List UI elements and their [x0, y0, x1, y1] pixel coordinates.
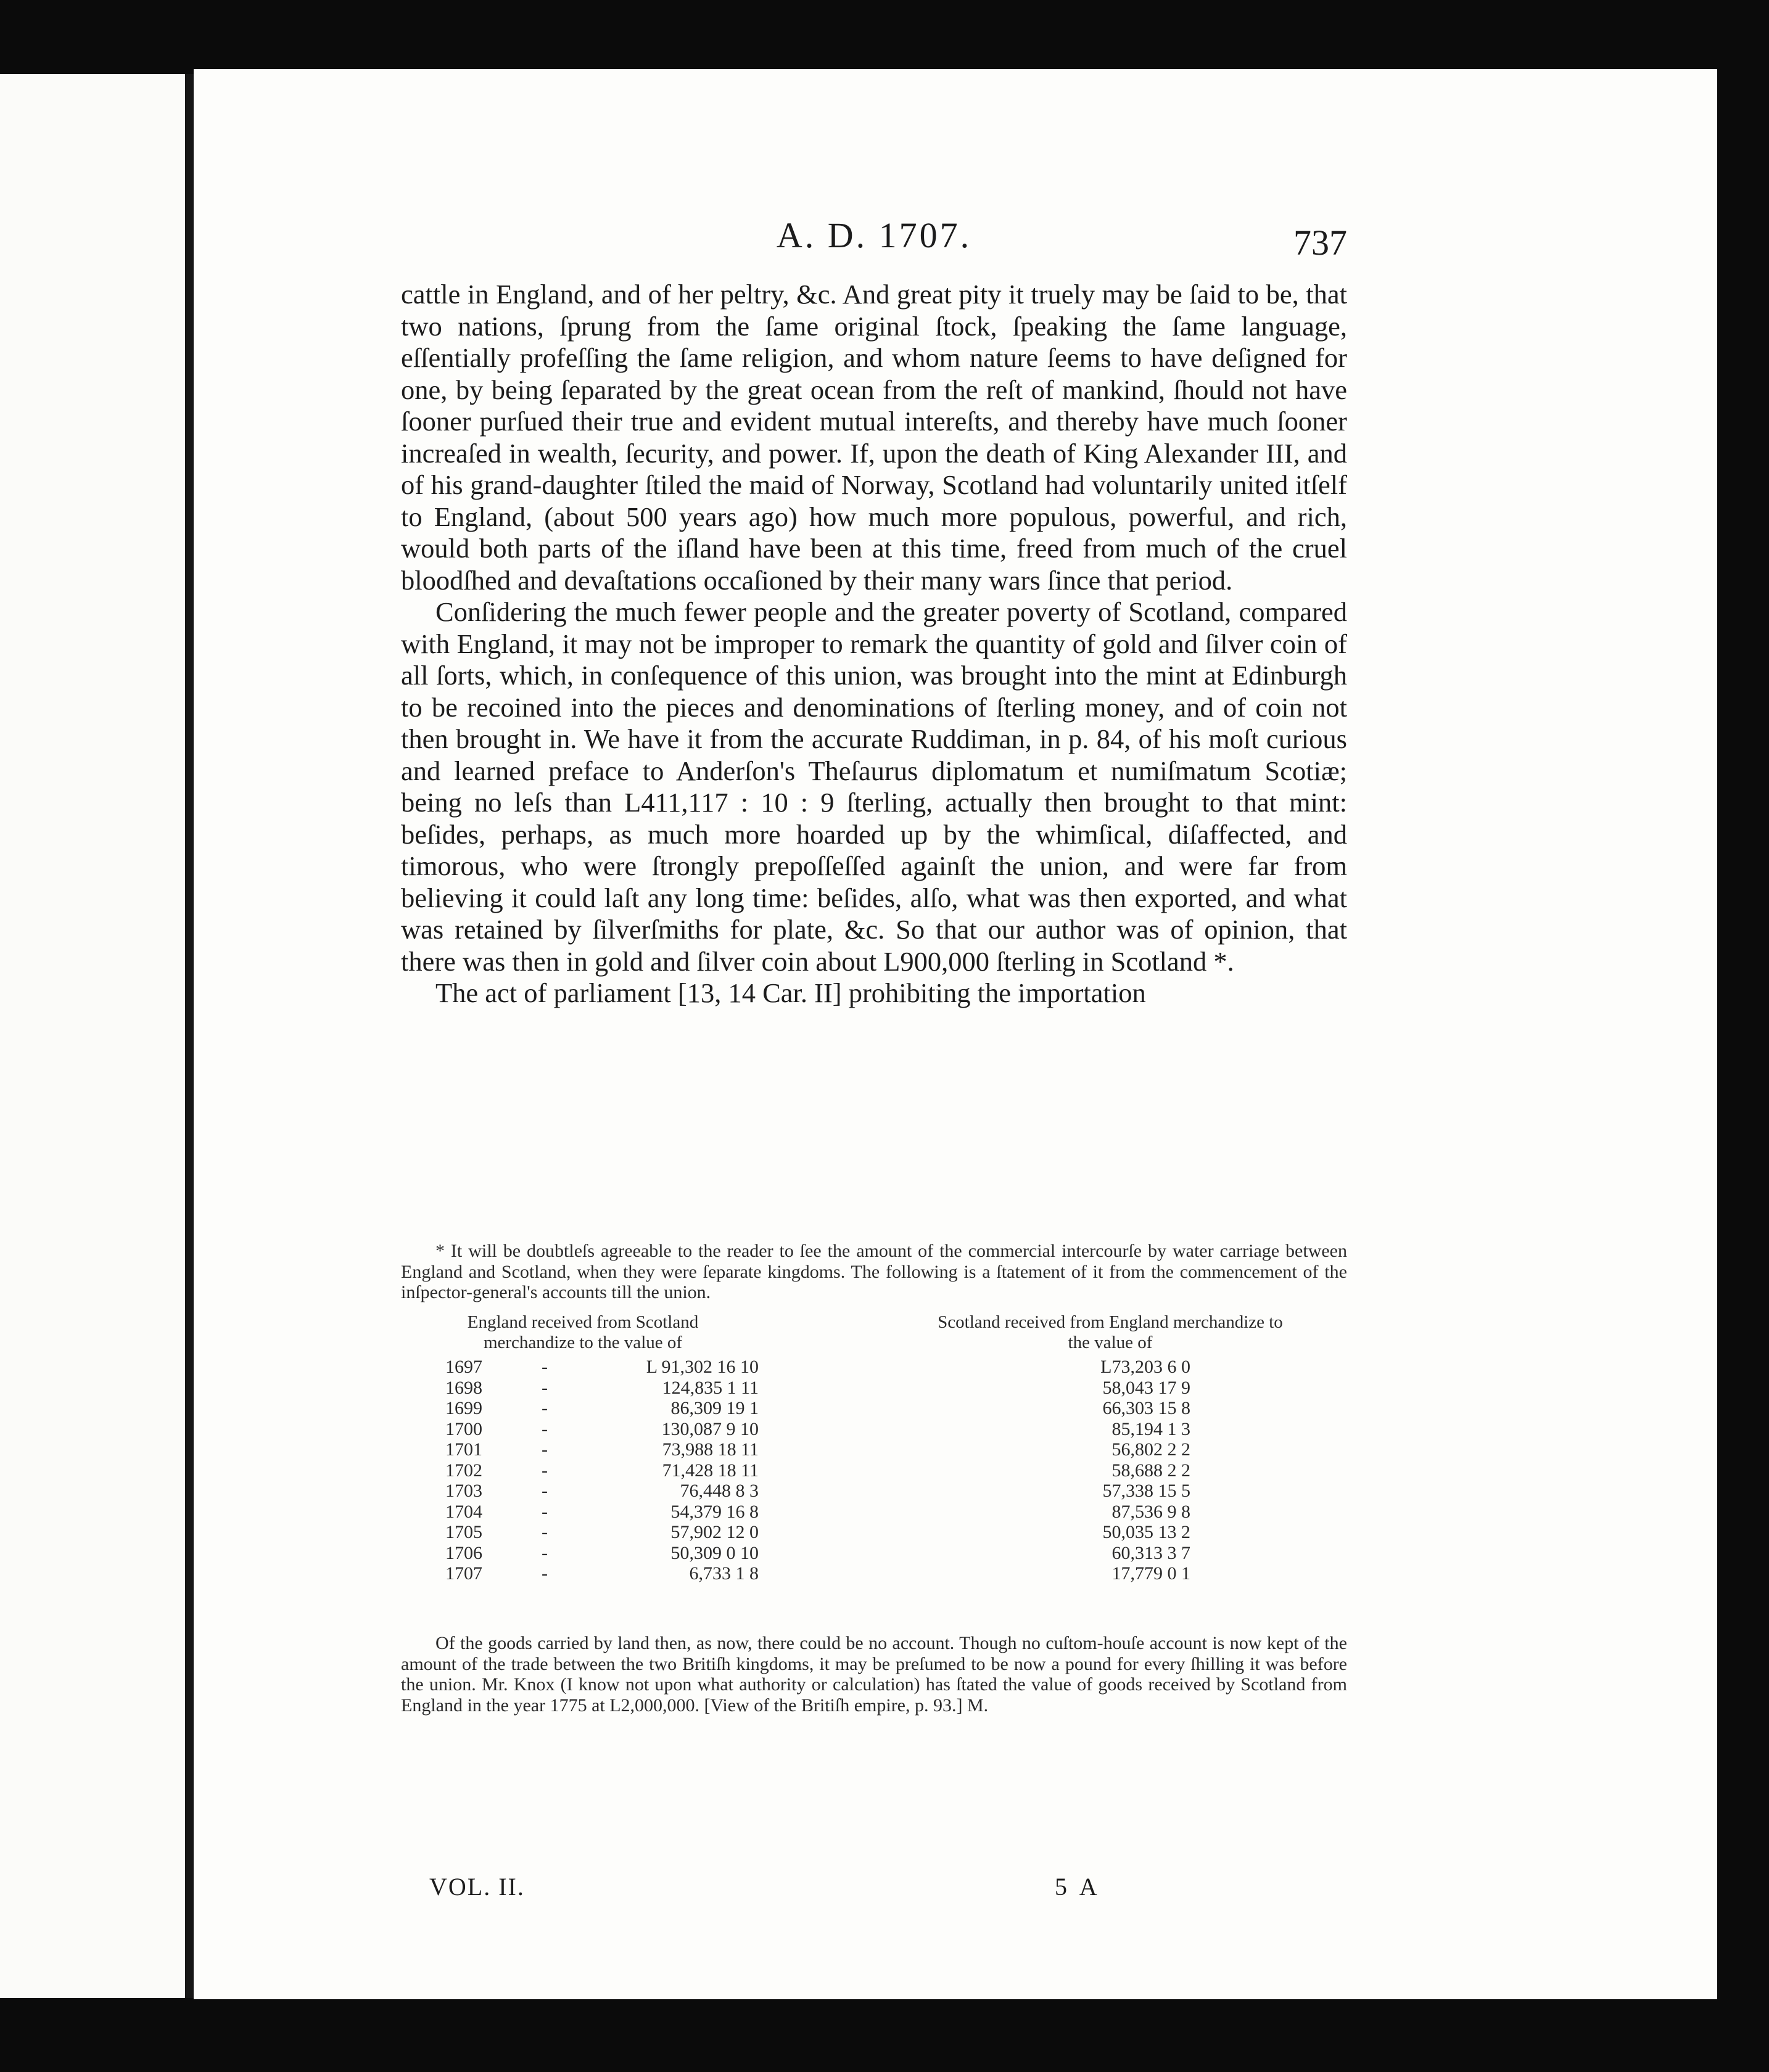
table-row [401, 1522, 1347, 1543]
row-year: 1706 [445, 1542, 482, 1563]
row-year: 1707 [445, 1563, 482, 1584]
page-footer [401, 1872, 1347, 1909]
paragraph-3: The act of parliament [13, 14 Car. II] prohibiting the importation [435, 977, 1146, 1008]
row-year: 1700 [445, 1418, 482, 1439]
page-number: 737 [1293, 223, 1347, 263]
row-scotland-value: 85,194 1 3 [1111, 1418, 1190, 1439]
table-row [401, 1378, 1347, 1399]
footnote-intro-text: * It will be doubtleſs agreeable to the reader to ſee the amount of the commercial intercourſe by water carriage between England and Scotland, when they were ſeparate kingdoms. The following is a ſtatement of it from the commencement of the inſpector-general's accounts till the union. [401, 1241, 1347, 1302]
main-text [401, 279, 1347, 1009]
row-england-value: 6,733 1 8 [689, 1563, 759, 1584]
row-scotland-value: 58,688 2 2 [1111, 1460, 1190, 1481]
row-england-value: L 91,302 16 10 [646, 1357, 759, 1377]
row-dash: - [542, 1481, 548, 1501]
column-heading-scotland: Scotland received from England merchandize to the value of [938, 1312, 1283, 1352]
table-rows [401, 1357, 1347, 1584]
row-dash: - [542, 1542, 548, 1563]
row-dash: - [542, 1501, 548, 1522]
paragraph-1: cattle in England, and of her peltry, &c. And great pity it truely may be ſaid to be, that two nations, ſprung from the ſame original ſtock, ſpeaking the ſame language, eſſentially profeſſing the ſame religion, and whom nature ſeems to have deſigned for one, by being ſeparated by the great ocean from the reſt of mankind, ſhould not have ſooner purſued their true and evident mutual intereſts, and thereby have much ſooner increaſed in wealth, ſecurity, and power. If, upon the death of King Alexander III, and of his grand-daughter ſtiled the maid of Norway, Scotland had voluntarily united itſelf to England, (about 500 years ago) how much more populous, powerful, and rich, would both parts of the iſland have been at this time, freed from much of the cruel bloodſhed and devaſtations occaſioned by their many wars ſince that period. [401, 279, 1347, 596]
running-head: A. D. 1707. [776, 215, 972, 255]
table-row [401, 1543, 1347, 1564]
footnote-closing-text: Of the goods carried by land then, as now, there could be no account. Though no cuſtom-houſe account is now kept of the amount of the trade between the two Britiſh kingdoms, it may be preſumed to be now a pound for every ſhilling it was before the union. Mr. Knox (I know not upon what authority or calculation) has ſtated the value of goods received by Scotland from England in the year 1775 at L2,000,000. [View of the Britiſh empire, p. 93.] M. [401, 1633, 1347, 1716]
row-scotland-value: 17,779 0 1 [1111, 1563, 1190, 1584]
table-row [401, 1398, 1347, 1419]
row-dash: - [542, 1357, 548, 1377]
left-page-margin [0, 74, 185, 1998]
table-row [401, 1481, 1347, 1502]
row-year: 1698 [445, 1377, 482, 1398]
row-scotland-value: 50,035 13 2 [1102, 1522, 1190, 1542]
row-dash: - [542, 1439, 548, 1460]
row-dash: - [542, 1563, 548, 1584]
row-year: 1705 [445, 1522, 482, 1542]
row-england-value: 130,087 9 10 [661, 1418, 759, 1439]
paragraph-2: Conſidering the much fewer people and the greater poverty of Scotland, compared with England, it may not be improper to remark the quantity of gold and ſilver coin of all ſorts, which, in conſequence of this union, was brought into the mint at Edinburgh to be recoined into the pieces and denominations of ſterling money, and of coin not then brought in. We have it from the accurate Ruddiman, in p. 84, of his moſt curious and learned preface to Anderſon's Theſaurus diplomatum et numiſmatum Scotiæ; being no leſs than L411,117 : 10 : 9 ſterling, actually then brought to that mint: beſides, perhaps, as much more hoarded up by the whimſical, diſaffected, and timorous, who were ſtrongly prepoſſeſſed againſt the union, and were far from believing it could laſt any long time: beſides, alſo, what was then exported, and what was retained by ſilverſmiths for plate, &c. So that our author was of opinion, that there was then in gold and ſilver coin about L900,000 ſterling in Scotland *. [401, 596, 1347, 977]
row-year: 1703 [445, 1481, 482, 1501]
row-england-value: 57,902 12 0 [670, 1522, 759, 1542]
row-year: 1701 [445, 1439, 482, 1460]
row-england-value: 73,988 18 11 [662, 1439, 759, 1460]
row-scotland-value: 58,043 17 9 [1102, 1377, 1190, 1398]
row-dash: - [542, 1418, 548, 1439]
column-heading-england: England received from Scotland merchandize to the value of [467, 1312, 699, 1352]
page-header [401, 210, 1347, 278]
trade-table [401, 1312, 1347, 1633]
volume-mark: VOL. II. [429, 1873, 525, 1901]
row-scotland-value: 60,313 3 7 [1111, 1542, 1190, 1563]
row-dash: - [542, 1460, 548, 1481]
row-england-value: 71,428 18 11 [662, 1460, 759, 1481]
row-scotland-value: 57,338 15 5 [1102, 1481, 1190, 1501]
row-dash: - [542, 1398, 548, 1418]
table-row [401, 1439, 1347, 1460]
row-scotland-value: 87,536 9 8 [1111, 1501, 1190, 1522]
row-england-value: 76,448 8 3 [680, 1481, 759, 1501]
footnote-intro [401, 1241, 1347, 1303]
row-england-value: 50,309 0 10 [670, 1542, 759, 1563]
row-scotland-value: 56,802 2 2 [1111, 1439, 1190, 1460]
row-year: 1697 [445, 1357, 482, 1377]
footnote-closing [401, 1633, 1347, 1716]
table-row [401, 1419, 1347, 1440]
row-scotland-value: 66,303 15 8 [1102, 1398, 1190, 1418]
row-year: 1702 [445, 1460, 482, 1481]
table-row [401, 1563, 1347, 1584]
table-row [401, 1460, 1347, 1481]
row-year: 1699 [445, 1398, 482, 1418]
signature-mark: 5 A [1055, 1873, 1101, 1901]
row-dash: - [542, 1522, 548, 1542]
row-dash: - [542, 1377, 548, 1398]
table-row [401, 1502, 1347, 1523]
page-gutter [185, 74, 194, 1998]
row-year: 1704 [445, 1501, 482, 1522]
row-england-value: 86,309 19 1 [670, 1398, 759, 1418]
table-row [401, 1357, 1347, 1378]
row-england-value: 54,379 16 8 [670, 1501, 759, 1522]
row-scotland-value: L73,203 6 0 [1100, 1357, 1190, 1377]
row-england-value: 124,835 1 11 [662, 1377, 759, 1398]
